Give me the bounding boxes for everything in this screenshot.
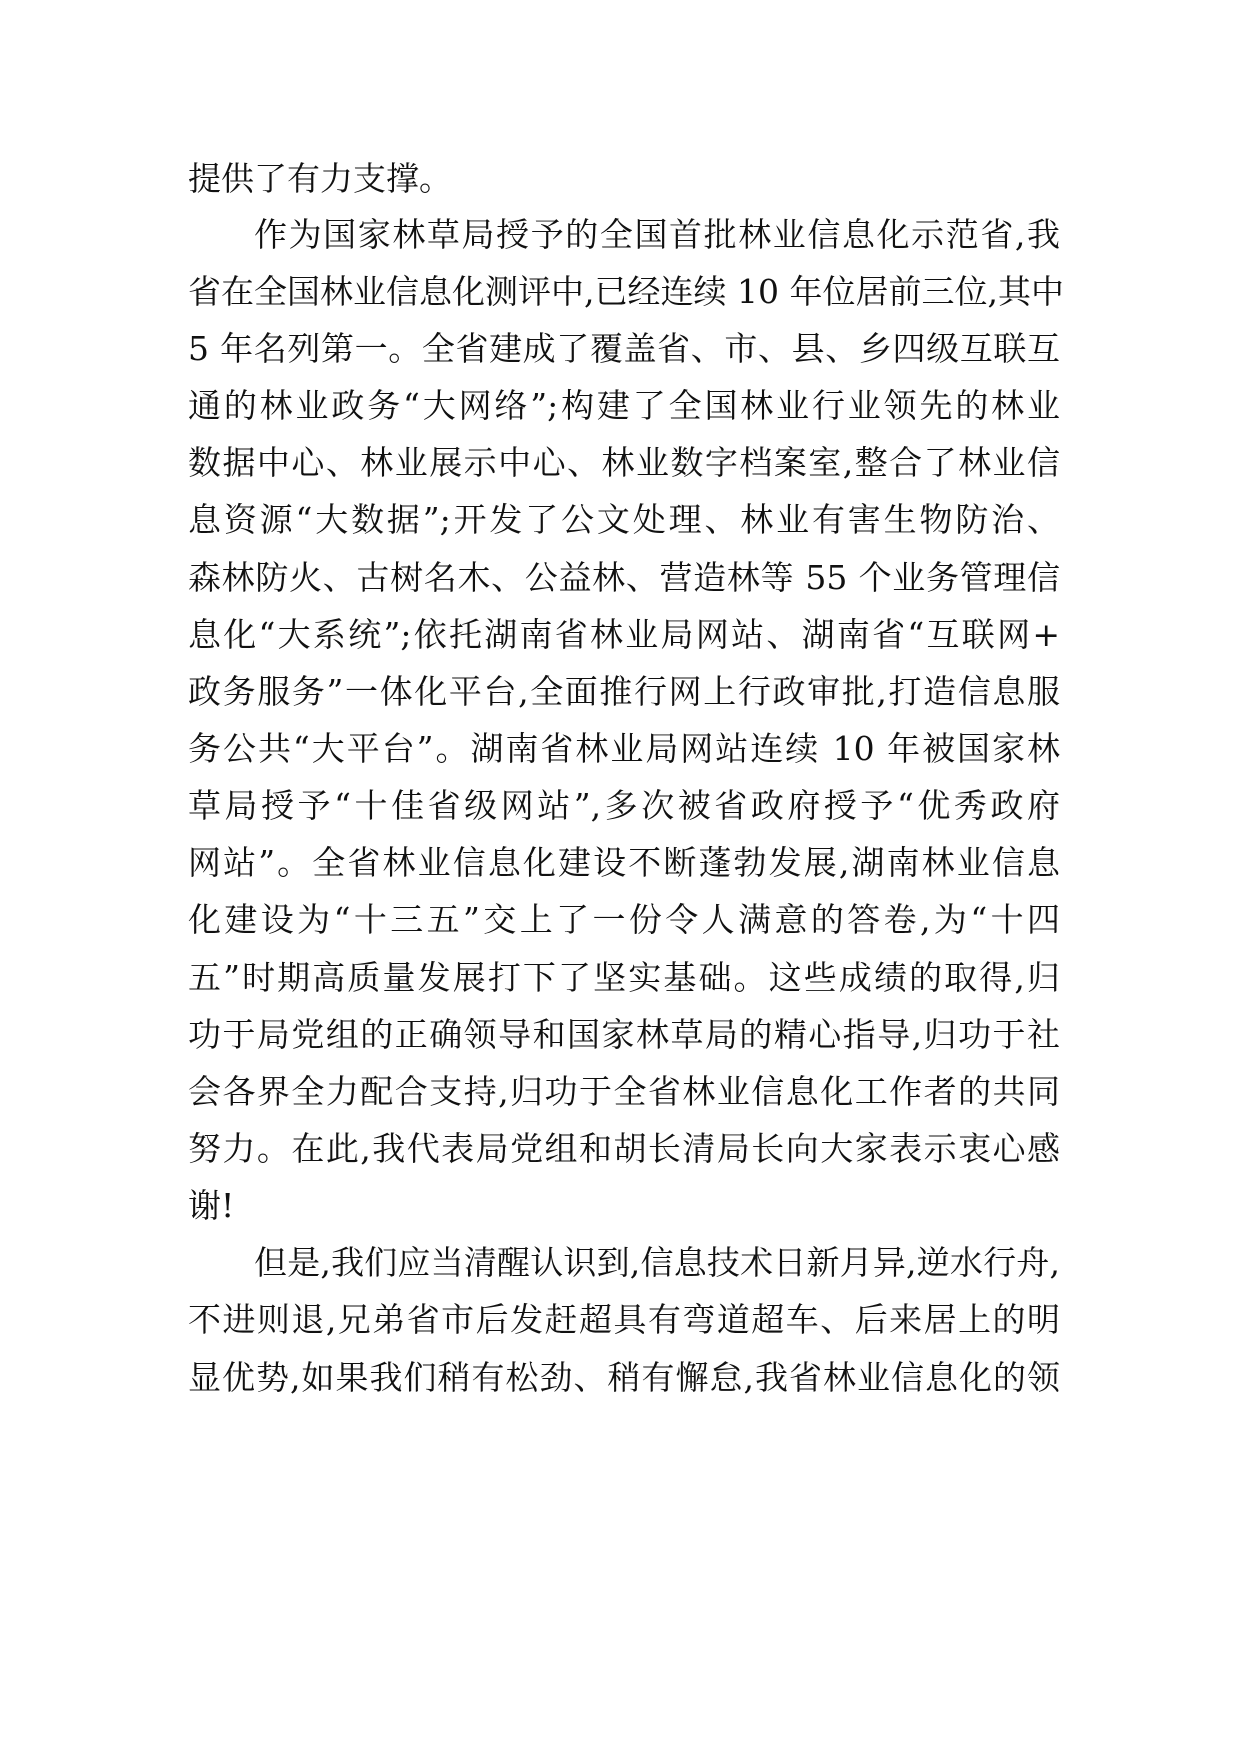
text-line: 努力。在此,我代表局党组和胡长清局长向大家表示衷心感 <box>188 1129 1060 1168</box>
paragraph-first-line: 作为国家林草局授予的全国首批林业信息化示范省,我 <box>254 215 1060 254</box>
text-line: 谢! <box>188 1186 235 1225</box>
text-line: 提供了有力支撑。 <box>188 159 452 198</box>
text-line: 功于局党组的正确领导和国家林草局的精心指导,归功于社 <box>188 1015 1060 1054</box>
text-line: 通的林业政务“大网络”;构建了全国林业行业领先的林业 <box>188 386 1060 425</box>
text-line: 5 年名列第一。全省建成了覆盖省、市、县、乡四级互联互 <box>188 329 1060 368</box>
paragraph-first-line: 但是,我们应当清醒认识到,信息技术日新月异,逆水行舟, <box>254 1243 1060 1282</box>
text-line: 网站”。全省林业信息化建设不断蓬勃发展,湖南林业信息 <box>188 843 1060 882</box>
text-line: 森林防火、古树名木、公益林、营造林等 55 个业务管理信 <box>188 558 1060 597</box>
text-line: 显优势,如果我们稍有松劲、稍有懈怠,我省林业信息化的领 <box>188 1358 1060 1397</box>
text-line: 会各界全力配合支持,归功于全省林业信息化工作者的共同 <box>188 1072 1060 1111</box>
text-line: 息化“大系统”;依托湖南省林业局网站、湖南省“互联网+ <box>188 615 1060 654</box>
text-line: 息资源“大数据”;开发了公文处理、林业有害生物防治、 <box>188 500 1060 539</box>
text-line: 数据中心、林业展示中心、林业数字档案室,整合了林业信 <box>188 443 1060 482</box>
text-line: 化建设为“十三五”交上了一份令人满意的答卷,为“十四 <box>188 900 1060 939</box>
text-line: 草局授予“十佳省级网站”,多次被省政府授予“优秀政府 <box>188 786 1060 825</box>
text-line: 政务服务”一体化平台,全面推行网上行政审批,打造信息服 <box>188 672 1060 711</box>
text-line: 不进则退,兄弟省市后发赶超具有弯道超车、后来居上的明 <box>188 1300 1060 1339</box>
text-line: 省在全国林业信息化测评中,已经连续 10 年位居前三位,其中 <box>188 272 1064 311</box>
text-line: 务公共“大平台”。湖南省林业局网站连续 10 年被国家林 <box>188 729 1060 768</box>
text-line: 五”时期高质量发展打下了坚实基础。这些成绩的取得,归 <box>188 958 1060 997</box>
